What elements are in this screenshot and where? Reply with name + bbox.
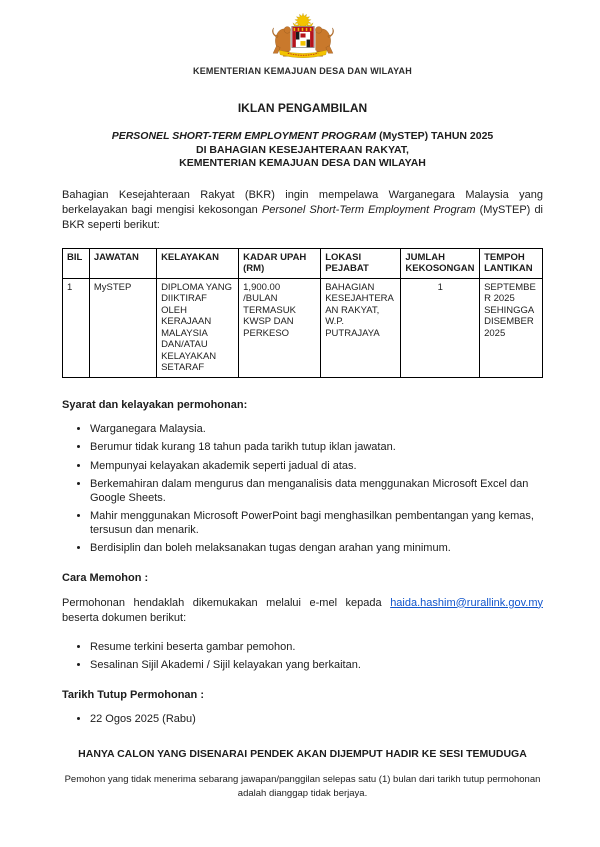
malaysia-coat-of-arms-icon (265, 13, 341, 60)
cell-jumlah-kekosongan: 1 (401, 278, 480, 377)
col-kadar-upah: KADAR UPAH (RM) (239, 248, 321, 278)
list-item: • Mempunyai kelayakan akademik seperti jadual di atas. (90, 460, 543, 474)
col-kelayakan: KELAYAKAN (157, 248, 239, 278)
dokumen-list (62, 641, 543, 673)
list-item: • Berumur tidak kurang 18 tahun pada tarikh tutup iklan jawatan. (90, 441, 543, 455)
page-title: IKLAN PENGAMBILAN (237, 101, 368, 115)
disclaimer-text: Pemohon yang tidak menerima sebarang jawapan/panggilan selepas satu (1) bulan dari tarikh tutup permohonan adalah dianggap tidak berjaya. (64, 774, 541, 799)
subtitle-line-1: PERSONEL SHORT-TERM EMPLOYMENT PROGRAM (MySTEP) TAHUN 2025 (111, 130, 494, 142)
list-item: • Berkemahiran dalam mengurus dan menganalisis data menggunakan Microsoft Excel dan Google Sheets. (90, 478, 543, 505)
table-row (63, 278, 543, 377)
subtitle-line-3: KEMENTERIAN KEMAJUAN DESA DAN WILAYAH (179, 157, 426, 169)
cell-lokasi-pejabat: BAHAGIAN KESEJAHTERAAN RAKYAT, W.P. PUTRAJAYA (321, 278, 401, 377)
list-item: • Berdisiplin dan boleh melaksanakan tugas dengan arahan yang minimum. (90, 542, 543, 556)
list-item: • Sesalinan Sijil Akademi / Sijil kelayakan yang berkaitan. (90, 659, 543, 673)
ministry-name: KEMENTERIAN KEMAJUAN DESA DAN WILAYAH (193, 66, 412, 76)
cell-jawatan: MySTEP (89, 278, 156, 377)
col-bil: BIL (63, 248, 90, 278)
tarikh-tutup-list (62, 713, 543, 727)
cell-bil: 1 (63, 278, 90, 377)
vacancy-table (62, 248, 543, 378)
list-item: • 22 Ogos 2025 (Rabu) (90, 713, 543, 727)
syarat-heading: Syarat dan kelayakan permohonan: (62, 398, 248, 411)
page-subtitle (62, 130, 543, 171)
cell-kelayakan: DIPLOMA YANG DIIKTIRAF OLEH KERAJAAN MALAYSIA DAN/ATAU KELAYAKAN SETARAF (157, 278, 239, 377)
cell-kadar-upah: 1,900.00 /BULAN TERMASUK KWSP DAN PERKESO (239, 278, 321, 377)
syarat-list (62, 423, 543, 556)
shield-icon (291, 26, 313, 47)
subtitle-line-2: DI BAHAGIAN KESEJAHTERAAN RAKYAT, (196, 143, 409, 156)
letterhead (62, 13, 543, 76)
col-lokasi-pejabat: LOKASI PEJABAT (321, 248, 401, 278)
table-header-row (63, 248, 543, 278)
list-item: • Resume terkini beserta gambar pemohon. (90, 641, 543, 655)
email-link[interactable]: haida.hashim@rurallink.gov.my (390, 596, 543, 609)
tarikh-tutup-heading: Tarikh Tutup Permohonan : (62, 688, 204, 701)
col-jawatan: JAWATAN (89, 248, 156, 278)
cara-memohon-heading: Cara Memohon : (62, 571, 149, 584)
cell-tempoh-lantikan: SEPTEMBER 2025 SEHINGGA DISEMBER 2025 (480, 278, 543, 377)
list-item: • Warganegara Malaysia. (90, 423, 543, 437)
col-tempoh-lantikan: TEMPOH LANTIKAN (480, 248, 543, 278)
cara-memohon-paragraph: Permohonan hendaklah dikemukakan melalui e-mel kepada haida.hashim@rurallink.gov.my beserta dokumen berikut: (62, 596, 543, 624)
shortlist-notice: HANYA CALON YANG DISENARAI PENDEK AKAN DIJEMPUT HADIR KE SESI TEMUDUGA (78, 748, 527, 760)
list-item: • Mahir menggunakan Microsoft PowerPoint bagi menghasilkan pembentangan yang kemas, tersusun dan menarik. (90, 510, 543, 537)
intro-paragraph: Bahagian Kesejahteraan Rakyat (BKR) ingin mempelawa Warganegara Malaysia yang berkelayakan bagi mengisi kekosongan Personel Short-Term Employment Program (MySTEP) di BKR seperti berikut: (62, 188, 544, 231)
col-jumlah-kekosongan: JUMLAH KEKOSONGAN (401, 248, 480, 278)
